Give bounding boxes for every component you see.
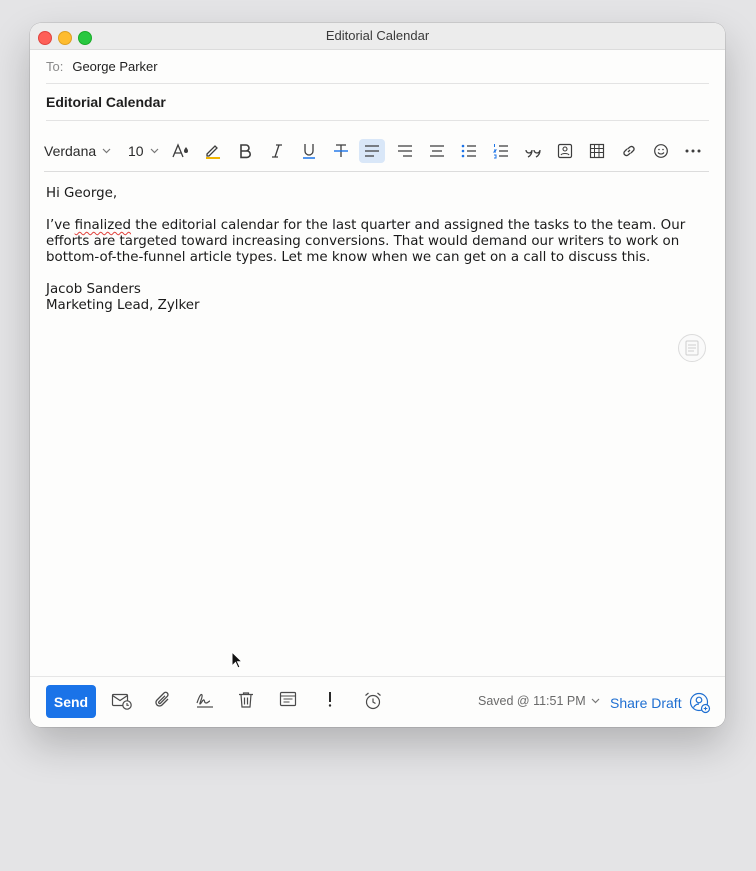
signature-icon[interactable] [195,691,215,709]
formatting-toolbar [44,133,709,172]
chevron-down-icon [591,698,600,704]
delete-icon[interactable] [238,691,254,709]
more-icon[interactable] [682,139,704,163]
numbered-list-icon[interactable] [490,139,512,163]
to-field-row[interactable] [46,49,709,84]
send-button[interactable]: Send [46,685,96,718]
title-bar [30,23,725,50]
compose-window [30,23,725,727]
recipient-chip[interactable]: George Parker [72,58,158,74]
font-color-icon[interactable] [170,139,192,163]
insert-link-icon[interactable] [618,139,640,163]
chevron-down-icon [102,148,111,154]
strikethrough-icon[interactable] [330,139,352,163]
to-label: To: [46,58,64,74]
emoji-icon[interactable] [650,139,672,163]
schedule-mail-icon[interactable] [111,691,133,711]
signature-name: Jacob Sanders [46,282,141,297]
priority-icon[interactable] [328,691,332,707]
body-paragraph: I’ve finalized the editorial calendar for the last quarter and assigned the tasks to the team. Our efforts are targeted toward increasing conversions. That would demand our writers to work on bottom-of-the-funnel article types. Let me know when we can get on a call to discuss this. [46,218,686,265]
align-left-icon[interactable] [359,139,385,163]
font-size-select[interactable] [128,139,159,163]
saved-status-text: Saved @ 11:51 PM [478,694,586,708]
share-draft-button[interactable] [610,692,711,714]
signature-title: Marketing Lead, Zylker [46,298,200,313]
insert-image-icon[interactable] [554,139,576,163]
message-body[interactable] [46,186,706,314]
highlight-icon[interactable] [202,139,224,163]
share-user-icon [689,692,711,714]
misspelled-word[interactable]: finalized [74,218,131,233]
reminder-icon[interactable] [363,691,383,711]
compose-footer [30,676,725,727]
attachment-icon[interactable] [154,691,172,709]
align-right-icon[interactable] [394,139,416,163]
insert-table-icon[interactable] [586,139,608,163]
greeting: Hi George, [46,186,118,201]
bullet-list-icon[interactable] [458,139,480,163]
subject-text: Editorial Calendar [46,94,166,110]
saved-status-dropdown[interactable] [478,694,600,708]
mouse-cursor-icon [231,651,243,669]
italic-icon[interactable] [266,139,288,163]
bold-icon[interactable] [234,139,256,163]
quote-icon[interactable] [522,139,544,163]
font-family-value: Verdana [44,143,97,159]
align-center-icon[interactable] [426,139,448,163]
window-title: Editorial Calendar [325,28,430,43]
underline-icon[interactable] [298,139,320,163]
share-draft-label: Share Draft [610,695,682,711]
font-family-select[interactable] [44,139,111,163]
font-size-value: 10 [128,143,144,159]
subject-field[interactable] [46,84,709,121]
template-icon[interactable] [279,691,297,707]
chevron-down-icon [150,148,159,154]
notes-icon[interactable] [677,333,707,368]
